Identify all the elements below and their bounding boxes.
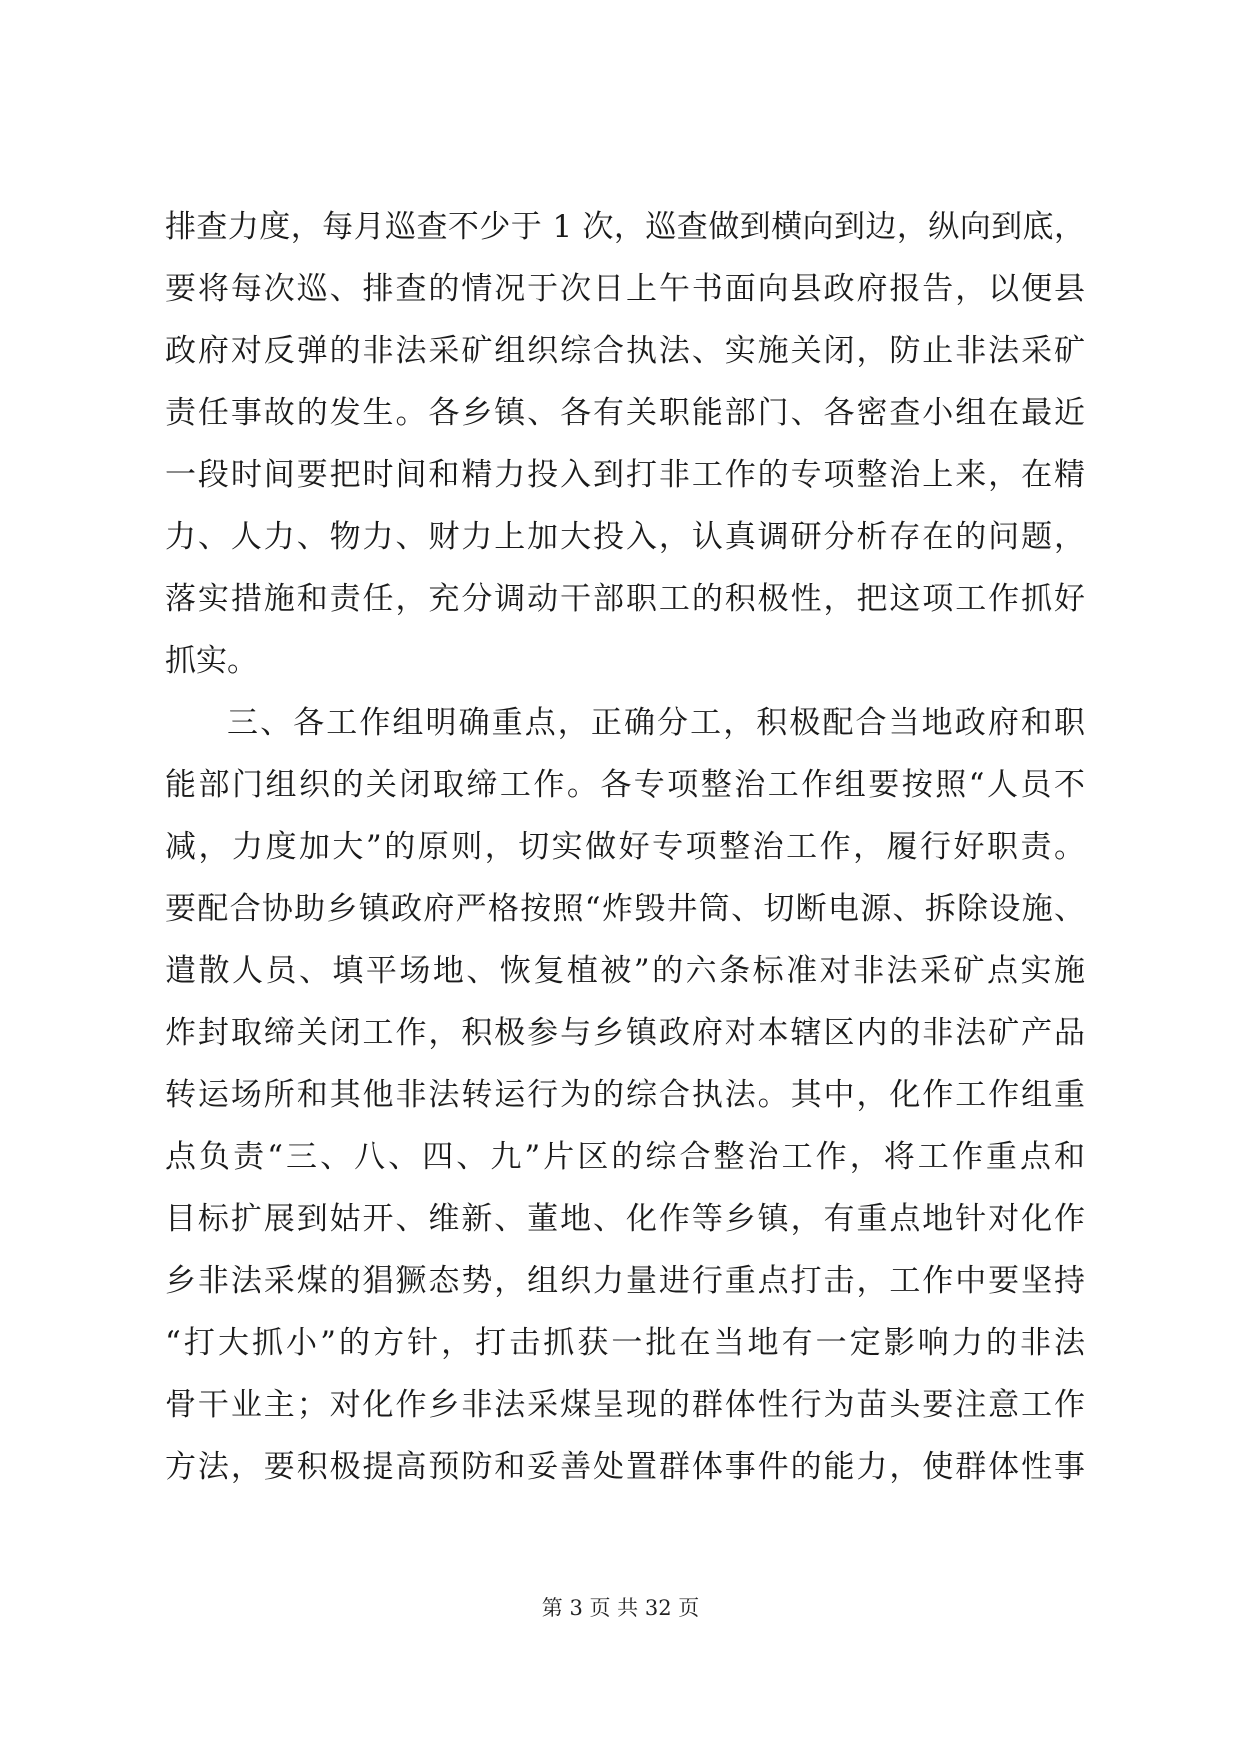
text-line: 力、人力、物力、财力上加大投入，认真调研分析存在的问题， [165,519,1085,555]
section-heading-line: 三、各工作组明确重点，正确分工，积极配合当地政府和职 [227,705,1085,741]
text-line: 点负责“三、八、四、九”片区的综合整治工作，将工作重点和 [165,1139,1085,1175]
text-line: 要将每次巡、排查的情况于次日上午书面向县政府报告，以便县 [165,271,1085,307]
text-line: 骨干业主；对化作乡非法采煤呈现的群体性行为苗头要注意工作 [165,1387,1085,1423]
body-text [165,196,1085,1498]
text-line: 能部门组织的关闭取缔工作。各专项整治工作组要按照“人员不 [165,767,1085,803]
text-line: 落实措施和责任，充分调动干部职工的积极性，把这项工作抓好 [165,581,1085,617]
text-line: 炸封取缔关闭工作，积极参与乡镇政府对本辖区内的非法矿产品 [165,1015,1085,1051]
text-line: “打大抓小”的方针，打击抓获一批在当地有一定影响力的非法 [165,1325,1085,1361]
text-line: 一段时间要把时间和精力投入到打非工作的专项整治上来，在精 [165,457,1085,493]
text-line: 目标扩展到姑开、维新、董地、化作等乡镇，有重点地针对化作 [165,1201,1085,1237]
text-line: 乡非法采煤的猖獗态势，组织力量进行重点打击，工作中要坚持 [165,1263,1085,1299]
text-line: 转运场所和其他非法转运行为的综合执法。其中，化作工作组重 [165,1077,1085,1113]
page-number-footer: 第 3 页 共 32 页 [541,1596,700,1620]
text-line: 排查力度，每月巡查不少于 1 次，巡查做到横向到边，纵向到底， [165,209,1085,245]
text-line: 政府对反弹的非法采矿组织综合执法、实施关闭，防止非法采矿 [165,333,1085,369]
text-line: 责任事故的发生。各乡镇、各有关职能部门、各密查小组在最近 [165,395,1085,431]
text-line: 方法，要积极提高预防和妥善处置群体事件的能力，使群体性事 [165,1449,1085,1485]
text-line: 抓实。 [165,643,258,679]
text-line: 减，力度加大”的原则，切实做好专项整治工作，履行好职责。 [165,829,1085,865]
text-line: 要配合协助乡镇政府严格按照“炸毁井筒、切断电源、拆除设施、 [165,891,1085,927]
text-line: 遣散人员、填平场地、恢复植被”的六条标准对非法采矿点实施 [165,953,1085,989]
